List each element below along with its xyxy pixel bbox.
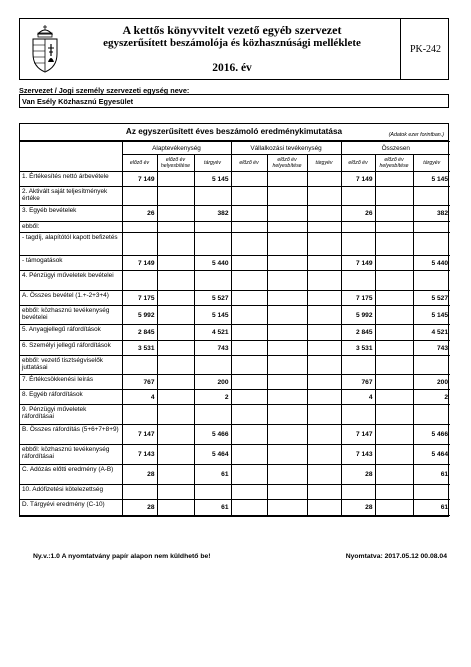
value-cell [375, 341, 413, 356]
value-cell [231, 356, 267, 375]
value-cell: 4 [122, 390, 157, 405]
value-cell [122, 356, 157, 375]
value-cell [375, 271, 413, 291]
row-label: 1. Értékesítés nettó árbevétele [20, 172, 122, 187]
value-cell [413, 485, 450, 500]
row-label: A. Összes bevétel (1.+-2+3+4) [20, 291, 122, 306]
value-cell: 28 [122, 465, 157, 485]
value-cell [413, 222, 450, 233]
value-cell [157, 325, 194, 341]
value-cell [267, 445, 307, 465]
value-cell [231, 405, 267, 425]
value-cell: 5 992 [122, 306, 157, 325]
value-cell [267, 206, 307, 222]
form-header [19, 18, 449, 80]
subheader-correction: előző év helyesbítése [157, 155, 194, 172]
value-cell: 7 149 [122, 256, 157, 271]
value-cell [307, 271, 341, 291]
value-cell [267, 291, 307, 306]
value-cell: 61 [194, 465, 231, 485]
value-cell [267, 172, 307, 187]
value-cell: 7 147 [341, 425, 375, 445]
value-cell [231, 445, 267, 465]
footer-version-note: Ny.v.:1.0 A nyomtatvány papír alapon nem küldhető be! [33, 553, 211, 560]
value-cell: 5 145 [413, 172, 450, 187]
value-cell: 61 [194, 500, 231, 516]
value-cell [231, 325, 267, 341]
value-cell [157, 356, 194, 375]
value-cell: 26 [122, 206, 157, 222]
row-label: 9. Pénzügyi műveletek ráfordításai [20, 405, 122, 425]
value-cell [267, 500, 307, 516]
value-cell: 4 521 [194, 325, 231, 341]
value-cell: 2 [194, 390, 231, 405]
value-cell: 5 527 [194, 291, 231, 306]
value-cell: 382 [413, 206, 450, 222]
value-cell [157, 306, 194, 325]
value-cell [157, 187, 194, 206]
table-row [20, 291, 450, 306]
table-row [20, 256, 450, 271]
row-label: - tagdíj, alapítótól kapott befizetés [20, 233, 122, 256]
row-label: C. Adózás előtti eredmény (A-B) [20, 465, 122, 485]
value-cell [375, 500, 413, 516]
value-cell [157, 405, 194, 425]
table-row [20, 485, 450, 500]
value-cell: 5 145 [194, 306, 231, 325]
value-cell: 382 [194, 206, 231, 222]
value-cell [231, 222, 267, 233]
value-cell: 2 845 [122, 325, 157, 341]
value-cell [267, 187, 307, 206]
row-label: 5. Anyagjellegű ráfordítások [20, 325, 122, 341]
value-cell [231, 306, 267, 325]
value-cell [157, 291, 194, 306]
value-cell [231, 500, 267, 516]
value-cell: 61 [413, 500, 450, 516]
value-cell: 5 145 [194, 172, 231, 187]
value-cell [157, 206, 194, 222]
row-label: 7. Értékcsökkenési leírás [20, 375, 122, 390]
value-cell: 28 [122, 500, 157, 516]
value-cell: 28 [341, 500, 375, 516]
value-cell [375, 465, 413, 485]
value-cell [122, 405, 157, 425]
value-cell [157, 375, 194, 390]
value-cell: 4 [341, 390, 375, 405]
value-cell [413, 271, 450, 291]
report-unit: (Adatok ezer forintban.) [388, 132, 444, 138]
value-cell [341, 271, 375, 291]
value-cell [267, 325, 307, 341]
table-row [20, 206, 450, 222]
value-cell: 2 [413, 390, 450, 405]
value-cell: 743 [413, 341, 450, 356]
value-cell: 4 521 [413, 325, 450, 341]
table-row [20, 445, 450, 465]
value-cell [157, 222, 194, 233]
value-cell [231, 485, 267, 500]
value-cell [341, 222, 375, 233]
row-label: ebből: közhasznú tevékenység bevételei [20, 306, 122, 325]
value-cell [307, 187, 341, 206]
row-label: 3. Egyéb bevételek [20, 206, 122, 222]
value-cell [122, 271, 157, 291]
row-label: 8. Egyéb ráfordítások [20, 390, 122, 405]
subheader-current-year: tárgyév [413, 155, 450, 172]
value-cell [375, 325, 413, 341]
row-label: B. Összes ráfordítás (5+6+7+8+9) [20, 425, 122, 445]
subheader-correction: előző év helyesbítése [375, 155, 413, 172]
table-row [20, 500, 450, 516]
form-title [72, 24, 392, 50]
value-cell [231, 291, 267, 306]
subheader-previous-year: előző év [341, 155, 375, 172]
table-row [20, 425, 450, 445]
value-cell [157, 425, 194, 445]
value-cell [231, 233, 267, 256]
table-row [20, 172, 450, 187]
value-cell [267, 405, 307, 425]
value-cell [267, 390, 307, 405]
value-cell [157, 256, 194, 271]
value-cell [375, 206, 413, 222]
value-cell [122, 187, 157, 206]
table-row [20, 222, 450, 233]
value-cell [267, 425, 307, 445]
value-cell: 26 [341, 206, 375, 222]
value-cell: 5 992 [341, 306, 375, 325]
value-cell [194, 233, 231, 256]
value-cell: 5 440 [413, 256, 450, 271]
group-header-basic: Alaptevékenység [122, 142, 231, 155]
value-cell [157, 390, 194, 405]
value-cell [307, 341, 341, 356]
subheader-current-year: tárgyév [307, 155, 341, 172]
row-label: 4. Pénzügyi műveletek bevételei [20, 271, 122, 291]
value-cell: 5 464 [194, 445, 231, 465]
table-row [20, 271, 450, 291]
value-cell: 5 527 [413, 291, 450, 306]
row-label: 6. Személyi jellegű ráfordítások [20, 341, 122, 356]
value-cell [231, 206, 267, 222]
value-cell [157, 271, 194, 291]
subheader-current-year: tárgyév [194, 155, 231, 172]
value-cell: 3 531 [122, 341, 157, 356]
value-cell [375, 233, 413, 256]
value-cell [267, 256, 307, 271]
value-cell: 2 845 [341, 325, 375, 341]
value-cell: 7 147 [122, 425, 157, 445]
table-row [20, 465, 450, 485]
group-header-total: Összesen [341, 142, 450, 155]
value-cell: 7 149 [122, 172, 157, 187]
value-cell [267, 222, 307, 233]
value-cell: 767 [341, 375, 375, 390]
income-statement [19, 123, 449, 517]
value-cell: 28 [341, 465, 375, 485]
row-label: ebből: vezető tisztségviselők juttatásai [20, 356, 122, 375]
value-cell: 767 [122, 375, 157, 390]
row-label: - támogatások [20, 256, 122, 271]
value-cell [307, 375, 341, 390]
value-cell [231, 390, 267, 405]
value-cell: 5 145 [413, 306, 450, 325]
value-cell [307, 500, 341, 516]
organization-name-field: Van Esély Közhasznú Egyesület [19, 94, 449, 108]
value-cell [307, 325, 341, 341]
table-row [20, 341, 450, 356]
value-cell: 7 149 [341, 172, 375, 187]
value-cell [307, 256, 341, 271]
value-cell [375, 222, 413, 233]
value-cell [157, 233, 194, 256]
value-cell [341, 187, 375, 206]
value-cell [157, 172, 194, 187]
value-cell [375, 390, 413, 405]
value-cell [307, 306, 341, 325]
value-cell [267, 356, 307, 375]
value-cell: 200 [413, 375, 450, 390]
value-cell [341, 485, 375, 500]
value-cell [157, 465, 194, 485]
row-label: D. Tárgyévi eredmény (C-10) [20, 500, 122, 516]
value-cell [231, 341, 267, 356]
value-cell [267, 485, 307, 500]
value-cell [341, 356, 375, 375]
row-label: 2. Aktivált saját teljesítmények értéke [20, 187, 122, 206]
value-cell [231, 375, 267, 390]
value-cell [194, 222, 231, 233]
row-label: ebből: [20, 222, 122, 233]
value-cell [375, 306, 413, 325]
organization-label: Szervezet / Jogi személy szervezeti egység neve: [19, 86, 190, 95]
value-cell [194, 405, 231, 425]
value-cell [307, 356, 341, 375]
hungarian-coat-of-arms-icon [27, 24, 63, 74]
row-label: ebből: közhasznú tevékenység ráfordításai [20, 445, 122, 465]
value-cell [307, 485, 341, 500]
value-cell [307, 445, 341, 465]
value-cell [307, 405, 341, 425]
value-cell: 5 440 [194, 256, 231, 271]
value-cell [157, 485, 194, 500]
value-cell [231, 271, 267, 291]
value-cell [157, 445, 194, 465]
report-title-row [20, 124, 448, 141]
value-cell [341, 405, 375, 425]
value-cell: 7 175 [341, 291, 375, 306]
value-cell [413, 233, 450, 256]
value-cell [122, 233, 157, 256]
value-cell [267, 341, 307, 356]
table-row [20, 233, 450, 256]
value-cell [307, 172, 341, 187]
subheader-previous-year: előző év [122, 155, 157, 172]
value-cell [267, 233, 307, 256]
value-cell [413, 356, 450, 375]
value-cell [375, 256, 413, 271]
value-cell [413, 405, 450, 425]
value-cell [231, 187, 267, 206]
table-row [20, 405, 450, 425]
table-row [20, 325, 450, 341]
value-cell [267, 306, 307, 325]
value-cell [375, 172, 413, 187]
value-cell [157, 500, 194, 516]
value-cell: 3 531 [341, 341, 375, 356]
group-header-business: Vállalkozási tevékenység [231, 142, 341, 155]
value-cell [307, 390, 341, 405]
value-cell [194, 187, 231, 206]
value-cell: 7 143 [341, 445, 375, 465]
value-cell [375, 291, 413, 306]
table-row [20, 187, 450, 206]
value-cell [375, 187, 413, 206]
row-label: 10. Adófizetési kötelezettség [20, 485, 122, 500]
value-cell [375, 445, 413, 465]
value-cell: 200 [194, 375, 231, 390]
table-row [20, 375, 450, 390]
footer-print-timestamp: Nyomtatva: 2017.05.12 00.08.04 [345, 553, 447, 560]
value-cell [307, 425, 341, 445]
income-statement-table [20, 141, 450, 516]
value-cell [375, 485, 413, 500]
value-cell: 5 466 [194, 425, 231, 445]
value-cell [375, 356, 413, 375]
value-cell: 7 175 [122, 291, 157, 306]
value-cell [267, 271, 307, 291]
value-cell [307, 206, 341, 222]
value-cell [307, 465, 341, 485]
table-row [20, 356, 450, 375]
value-cell [231, 256, 267, 271]
form-title-line1: A kettős könyvvitelt vezető egyéb szervezet [122, 23, 342, 37]
group-header-row [20, 142, 450, 155]
value-cell [194, 485, 231, 500]
value-cell: 61 [413, 465, 450, 485]
value-cell [231, 172, 267, 187]
value-cell: 7 143 [122, 445, 157, 465]
value-cell [231, 425, 267, 445]
value-cell [267, 375, 307, 390]
value-cell [375, 425, 413, 445]
value-cell [122, 222, 157, 233]
value-cell: 743 [194, 341, 231, 356]
form-year: 2016. év [212, 62, 252, 74]
value-cell [194, 356, 231, 375]
form-title-line2: egyszerűsített beszámolója és közhasznúsági melléklete [103, 37, 361, 49]
label-header-cell [20, 142, 122, 172]
value-cell [307, 222, 341, 233]
value-cell [231, 465, 267, 485]
value-cell [157, 341, 194, 356]
value-cell: 5 464 [413, 445, 450, 465]
form-code: PK-242 [400, 19, 450, 79]
table-row [20, 306, 450, 325]
value-cell [375, 375, 413, 390]
table-row [20, 390, 450, 405]
subheader-previous-year: előző év [231, 155, 267, 172]
value-cell [194, 271, 231, 291]
value-cell [307, 291, 341, 306]
value-cell: 5 466 [413, 425, 450, 445]
value-cell [267, 465, 307, 485]
report-title: Az egyszerűsített éves beszámoló eredménykimutatása [125, 127, 343, 136]
value-cell [413, 187, 450, 206]
value-cell [375, 405, 413, 425]
subheader-correction: előző év helyesbítése [267, 155, 307, 172]
value-cell [341, 233, 375, 256]
value-cell [307, 233, 341, 256]
value-cell [122, 485, 157, 500]
value-cell: 7 149 [341, 256, 375, 271]
